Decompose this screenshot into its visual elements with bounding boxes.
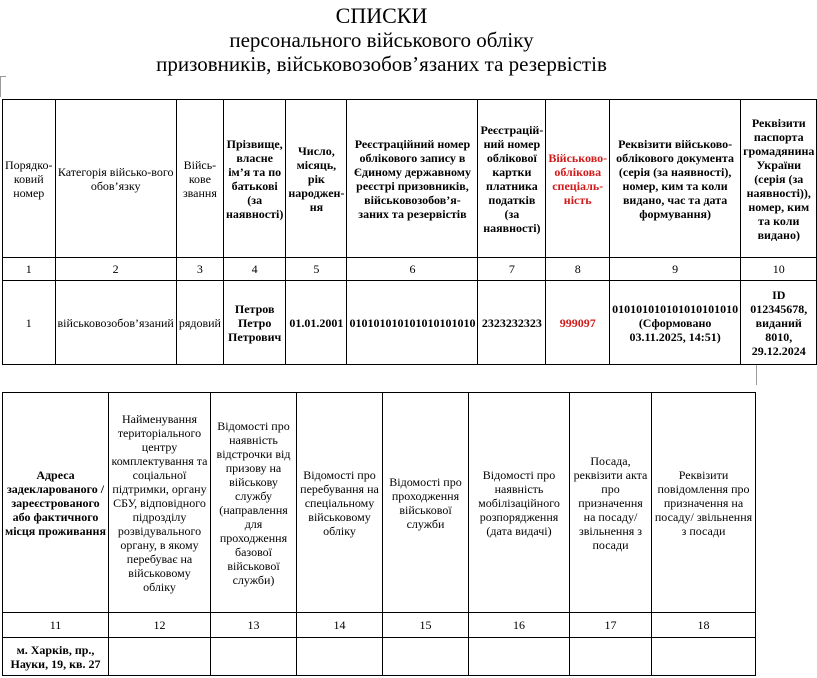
category-cell: військовозобов’язаний <box>55 281 176 365</box>
column-number: 4 <box>223 258 285 281</box>
empty-cell <box>109 638 211 676</box>
header-cell: Відомості про проходження військової служби <box>383 393 469 613</box>
row-number: 1 <box>3 281 56 365</box>
passport-cell: ID 012345678, виданий 8010, 29.12.2024 <box>741 281 817 365</box>
column-number: 6 <box>347 258 478 281</box>
column-number: 3 <box>176 258 223 281</box>
table-anchor-mark <box>756 364 764 385</box>
column-number: 18 <box>652 613 756 638</box>
empty-cell <box>297 638 383 676</box>
column-number: 1 <box>3 258 56 281</box>
column-number: 10 <box>741 258 817 281</box>
column-number: 9 <box>610 258 741 281</box>
column-number: 5 <box>286 258 347 281</box>
column-number-row <box>3 613 756 638</box>
name-cell: Петров Петро Петрович <box>223 281 285 365</box>
header-cell: Порядко-ковий номер <box>3 100 56 258</box>
header-cell: Відомості про перебування на спеціальному військовому обліку <box>297 393 383 613</box>
empty-cell <box>211 638 297 676</box>
column-number: 2 <box>55 258 176 281</box>
column-number: 15 <box>383 613 469 638</box>
table-row <box>3 638 756 676</box>
column-number-row <box>3 258 817 281</box>
birthdate-cell: 01.01.2001 <box>286 281 347 365</box>
header-cell: Відомості про наявність мобілізаційного розпорядження (дата видачі) <box>469 393 570 613</box>
records-table-part-2 <box>2 392 756 676</box>
column-number: 11 <box>3 613 109 638</box>
table-row <box>3 281 817 365</box>
header-cell: Реквізити паспорта громадянина України (серія (за наявності)), номер, ким та коли видано) <box>741 100 817 258</box>
column-number: 7 <box>478 258 546 281</box>
column-number: 13 <box>211 613 297 638</box>
column-number: 8 <box>546 258 610 281</box>
header-cell: Прізвище, власне ім’я та по батькові (за наявності) <box>223 100 285 258</box>
header-cell: Війсь-кове звання <box>176 100 223 258</box>
header-row <box>3 393 756 613</box>
empty-cell <box>469 638 570 676</box>
column-number: 12 <box>109 613 211 638</box>
vos-cell: 999097 <box>546 281 610 365</box>
column-number: 16 <box>469 613 570 638</box>
rank-cell: рядовий <box>176 281 223 365</box>
header-cell: Адреса задекларованого / зареєстрованого або фактичного місця проживання <box>3 393 109 613</box>
header-cell: Реквізити військово-облікового документа (серія (за наявності), номер, ким та коли видано, час та дата формування) <box>610 100 741 258</box>
header-cell: Найменування територіального центру комплектування та соціальної підтримки, органу СБУ, відповідного підрозділу розвідувального органу, в якому перебуває на військовому обліку <box>109 393 211 613</box>
table-anchor-mark <box>0 76 6 97</box>
registry-number-cell: 010101010101010101010 <box>347 281 478 365</box>
tax-number-cell: 2323232323 <box>478 281 546 365</box>
column-number: 14 <box>297 613 383 638</box>
header-cell: Категорія військо-вого обов’язку <box>55 100 176 258</box>
address-cell: м. Харків, пр., Науки, 19, кв. 27 <box>3 638 109 676</box>
records-table-part-1 <box>2 99 817 365</box>
header-cell: Реквізити повідомлення про призначення на посаду/ звільнення з посади <box>652 393 756 613</box>
title-line-3: призовників, військовозобов’язаних та резервістів <box>156 52 607 76</box>
header-cell: Посада, реквізити акта про призначення на посаду/ звільнення з посади <box>570 393 652 613</box>
column-number: 17 <box>570 613 652 638</box>
header-cell: Військово-облікова спеціаль-ність <box>546 100 610 258</box>
empty-cell <box>383 638 469 676</box>
header-cell: Реєстрацій-ний номер облікової картки платника податків (за наявності) <box>478 100 546 258</box>
header-cell: Число, місяць, рік народжен-ня <box>286 100 347 258</box>
empty-cell <box>570 638 652 676</box>
document-title <box>0 4 763 76</box>
empty-cell <box>652 638 756 676</box>
title-line-2: персонального військового обліку <box>229 28 534 52</box>
title-line-1: СПИСКИ <box>335 3 428 28</box>
header-cell: Реєстраційний номер облікового запису в Єдиному державному реєстрі призовників, військовозобов’я-заних та резервістів <box>347 100 478 258</box>
header-cell: Відомості про наявність відстрочки від призову на військову службу (направлення для проходження базової військової служби) <box>211 393 297 613</box>
header-row <box>3 100 817 258</box>
military-doc-cell: 010101010101010101010 (Сформовано 03.11.2025, 14:51) <box>610 281 741 365</box>
